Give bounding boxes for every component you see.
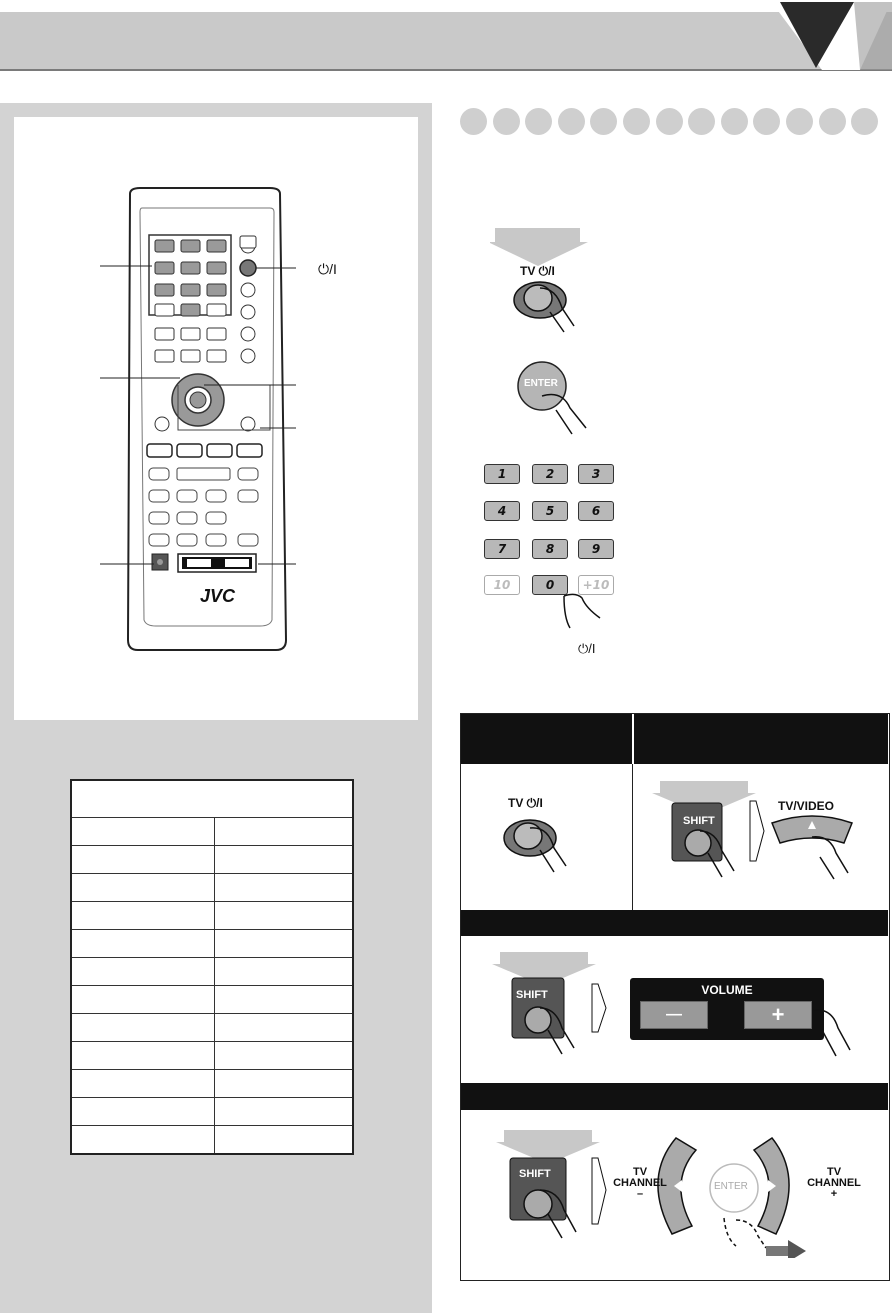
fn-tv-power-illustration	[490, 808, 580, 888]
header-bar	[0, 12, 892, 69]
table-row	[71, 874, 353, 902]
tv-power-label: TV ⏻/I	[520, 264, 555, 278]
table-row	[71, 958, 353, 986]
fn-volume-bar	[461, 910, 888, 936]
table-row	[71, 846, 353, 874]
key-6[interactable]: 6	[578, 501, 614, 521]
table-row	[71, 1014, 353, 1042]
table-row	[71, 986, 353, 1014]
manufacturer-code-table	[70, 779, 354, 1155]
key-1[interactable]: 1	[484, 464, 520, 484]
fn-tv-video-illustration	[652, 779, 862, 889]
power-callout-label: ⏻/I	[318, 261, 337, 277]
key-0[interactable]: 0	[532, 575, 568, 595]
header-rule	[0, 69, 892, 71]
table-row	[71, 1098, 353, 1126]
fn-shift-label-1: SHIFT	[683, 815, 715, 827]
table-row	[71, 1070, 353, 1098]
enter-button-label: ENTER	[524, 378, 558, 389]
tv-channel-plus-label: TV CHANNEL +	[807, 1166, 861, 1200]
key-5[interactable]: 5	[532, 501, 568, 521]
finger-press-icon	[808, 1000, 868, 1060]
key-7[interactable]: 7	[484, 539, 520, 559]
key-4[interactable]: 4	[484, 501, 520, 521]
power-label-keypad: ⏻/I	[578, 641, 596, 656]
key-2[interactable]: 2	[532, 464, 568, 484]
fn-shift-label-3: SHIFT	[519, 1168, 551, 1180]
key-plus10[interactable]: +10	[578, 575, 614, 595]
volume-minus-button[interactable]: —	[640, 1001, 708, 1029]
table-row	[71, 930, 353, 958]
table-row	[71, 818, 353, 846]
remote-brand-logo: JVC	[200, 586, 236, 606]
tv-channel-minus-label: TV CHANNEL –	[613, 1166, 667, 1200]
step-tv-power-illustration	[490, 228, 600, 338]
key-3[interactable]: 3	[578, 464, 614, 484]
key-9[interactable]: 9	[578, 539, 614, 559]
page-corner-triangle-icon	[770, 0, 892, 70]
code-table-header	[71, 780, 353, 818]
fn-shift-label-2: SHIFT	[516, 989, 548, 1001]
volume-plus-button[interactable]: +	[744, 1001, 812, 1029]
key-10[interactable]: 10	[484, 575, 520, 595]
fn-channel-bar	[461, 1083, 888, 1110]
fn-tv-power-label: TV ⏻/I	[508, 796, 543, 810]
fn-row-divider	[632, 764, 633, 910]
section-heading-dots	[460, 108, 884, 140]
table-row	[71, 1042, 353, 1070]
volume-label: VOLUME	[701, 983, 753, 997]
fn-table-header	[461, 714, 888, 764]
fn-enter-label: ENTER	[714, 1181, 748, 1192]
step-enter-illustration	[512, 358, 602, 438]
table-row	[71, 902, 353, 930]
fn-volume-shift-illustration	[492, 950, 612, 1060]
table-row	[71, 1126, 353, 1155]
finger-press-icon	[556, 588, 616, 638]
fn-tv-video-label: TV/VIDEO	[778, 799, 835, 813]
key-8[interactable]: 8	[532, 539, 568, 559]
